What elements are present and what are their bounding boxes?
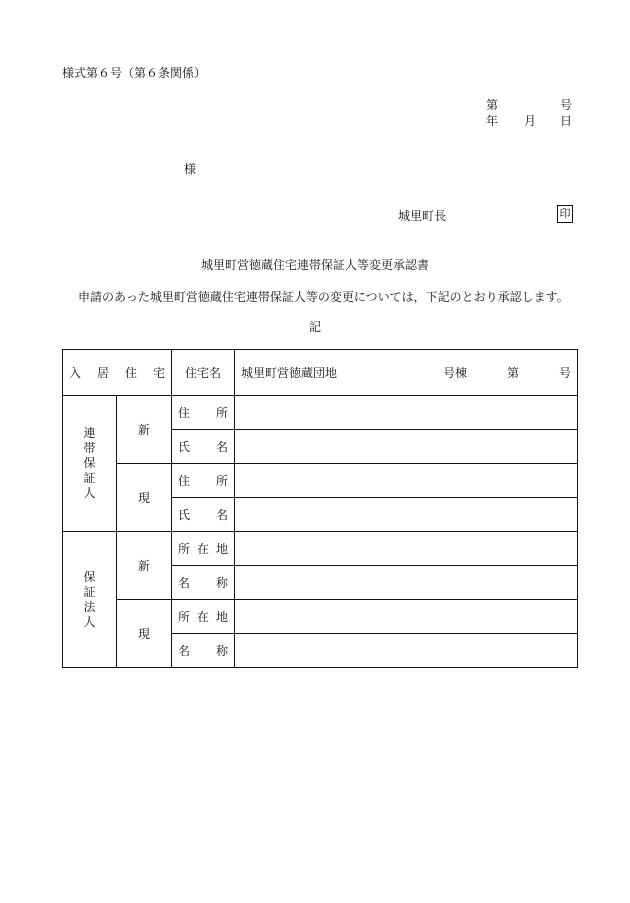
loc-char: 所 [178, 610, 191, 624]
corp-new-label: 新 [117, 532, 172, 600]
guarantor-current-label: 現 [117, 464, 172, 532]
guarantor-new-addr-field[interactable] [235, 396, 578, 430]
approval-statement: 申請のあった城里町営徳蔵住宅連帯保証人等の変更については，下記のとおり承認します。 [78, 290, 569, 304]
number-dai: 第 [486, 98, 499, 112]
loc-char: 所 [178, 542, 191, 556]
name-char: 氏 [178, 508, 191, 522]
date-month: 月 [524, 114, 537, 128]
loc-char: 在 [196, 542, 209, 556]
addr-char: 所 [215, 474, 228, 488]
guarantor-new-name-label [172, 430, 235, 464]
addr-char: 住 [178, 474, 191, 488]
house-name-label: 住宅名 [172, 350, 235, 396]
guarantor-category [63, 396, 117, 532]
house-name-value[interactable] [235, 350, 578, 396]
number-gou: 号 [559, 98, 572, 112]
corp-new-location-label [172, 532, 235, 566]
corp-new-title-field[interactable] [235, 566, 578, 600]
addressee-suffix: 様 [184, 162, 197, 176]
corp-current-label: 現 [117, 600, 172, 668]
guarantor-cur-name-label [172, 498, 235, 532]
corp-cur-title-label [172, 634, 235, 668]
complex-name: 城里町営徳蔵団地 [241, 366, 338, 380]
loc-char: 地 [215, 610, 228, 624]
corp-guarantor-category [63, 532, 117, 668]
corp-cur-location-label [172, 600, 235, 634]
seal-mark: 印 [557, 205, 573, 223]
addr-char: 所 [215, 406, 228, 420]
residence-label-cell [63, 350, 172, 396]
room-gou: 号 [558, 366, 571, 380]
building-label: 号棟 [442, 366, 467, 380]
guarantor-new-label: 新 [117, 396, 172, 464]
residence-char: 入 [69, 366, 82, 380]
corp-new-title-label [172, 566, 235, 600]
corp-guarantor-label: 保証法人 [83, 569, 96, 629]
corp-cur-title-field[interactable] [235, 634, 578, 668]
form-number-label: 様式第６号（第６条関係） [62, 66, 207, 80]
name-char: 氏 [178, 440, 191, 454]
residence-row [63, 350, 578, 396]
residence-char: 宅 [152, 366, 165, 380]
name-char: 名 [215, 440, 228, 454]
name-char: 名 [215, 508, 228, 522]
guarantor-new-addr-label [172, 396, 235, 430]
ki-heading: 記 [308, 320, 321, 334]
loc-char: 在 [196, 610, 209, 624]
residence-char: 住 [124, 366, 137, 380]
title-char: 称 [215, 576, 228, 590]
residence-char: 居 [96, 366, 109, 380]
corp-new-location-field[interactable] [235, 532, 578, 566]
guarantor-label: 連帯保証人 [83, 426, 96, 500]
room-dai: 第 [506, 366, 519, 380]
guarantor-cur-addr-label [172, 464, 235, 498]
guarantor-cur-name-field[interactable] [235, 498, 578, 532]
date-year: 年 [486, 114, 499, 128]
issuer-name: 城里町長 [398, 209, 447, 223]
date-day: 日 [559, 114, 572, 128]
approval-table [62, 349, 578, 668]
corp-cur-location-field[interactable] [235, 600, 578, 634]
guarantor-new-name-field[interactable] [235, 430, 578, 464]
title-char: 名 [178, 576, 191, 590]
title-char: 称 [215, 644, 228, 658]
title-char: 名 [178, 644, 191, 658]
loc-char: 地 [215, 542, 228, 556]
guarantor-cur-addr-field[interactable] [235, 464, 578, 498]
addr-char: 住 [178, 406, 191, 420]
document-title: 城里町営徳蔵住宅連帯保証人等変更承認書 [200, 258, 429, 272]
